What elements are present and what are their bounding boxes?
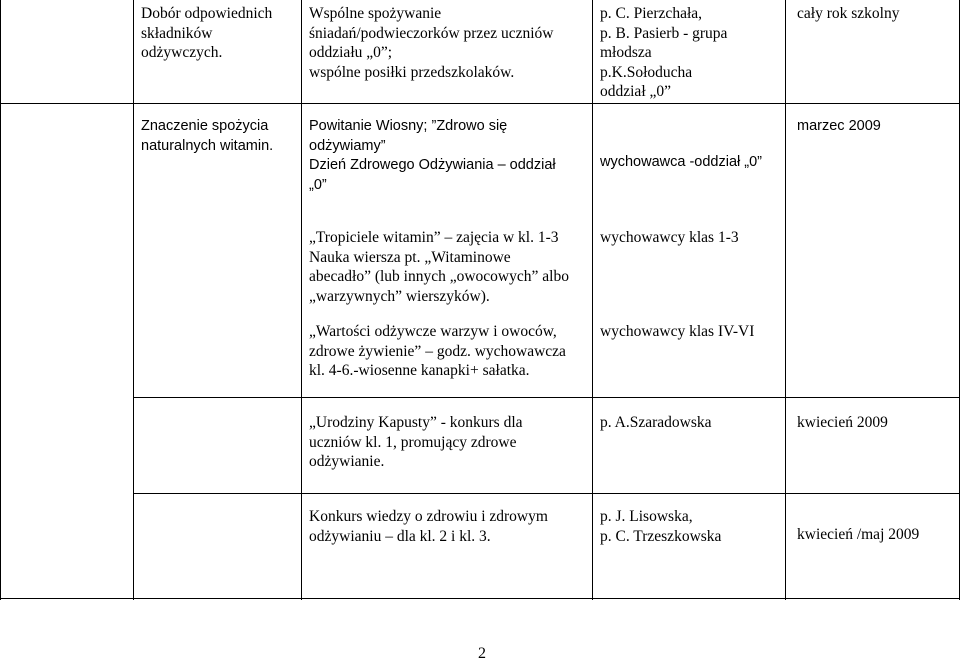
table-border-left <box>0 0 1 600</box>
row5-activity: Konkurs wiedzy o zdrowiu i zdrowym odżywianiu – dla kl. 2 i kl. 3. <box>309 508 548 545</box>
row2-activity: Powitanie Wiosny; ”Zdrowo się odżywiamy” Dzień Zdrowego Odżywiania – oddział „0” <box>309 118 556 193</box>
column-divider <box>301 0 302 600</box>
row4-date: kwiecień 2009 <box>797 414 888 431</box>
row2-responsible: wychowawca -oddział „0” <box>600 154 762 170</box>
row-divider <box>133 493 960 494</box>
row4-responsible: p. A.Szaradowska <box>600 414 712 431</box>
row2-date: marzec 2009 <box>797 118 881 134</box>
row1-responsible: p. C. Pierzchała, p. B. Pasierb - grupa młodsza p.K.Sołoducha oddział „0” <box>600 5 728 100</box>
row5-responsible: p. J. Lisowska, p. C. Trzeszkowska <box>600 508 722 545</box>
row-divider <box>0 103 960 104</box>
row1-activity: Wspólne spożywanie śniadań/podwieczorków przez uczniów oddziału „0”; wspólne posiłki przedszkolaków. <box>309 5 554 81</box>
row-divider <box>133 397 960 398</box>
column-divider <box>133 0 134 600</box>
column-divider <box>592 0 593 600</box>
row2-topic: Znaczenie spożycia naturalnych witamin. <box>141 118 274 154</box>
row3-activity-b: „Wartości odżywcze warzyw i owoców, zdrowe żywienie” – godz. wychowawcza kl. 4-6.-wiosenne kanapki+ sałatka. <box>309 323 566 379</box>
row3-responsible-b: wychowawcy klas IV-VI <box>600 323 755 340</box>
row1-date: cały rok szkolny <box>797 5 900 22</box>
table-border-bottom <box>0 598 960 599</box>
page-number: 2 <box>478 645 486 662</box>
row1-topic: Dobór odpowiednich składników odżywczych. <box>141 5 273 61</box>
row3-activity-a: „Tropiciele witamin” – zajęcia w kl. 1-3 Nauka wiersza pt. „Witaminowe abecadło” (lub innych „owocowych” albo „warzywnych” wierszyków). <box>309 229 569 305</box>
row5-date: kwiecień /maj 2009 <box>797 526 920 543</box>
column-divider <box>785 0 786 600</box>
row3-responsible-a: wychowawcy klas 1-3 <box>600 229 739 246</box>
row4-activity: „Urodziny Kapusty” - konkurs dla uczniów kl. 1, promujący zdrowe odżywianie. <box>309 414 523 470</box>
